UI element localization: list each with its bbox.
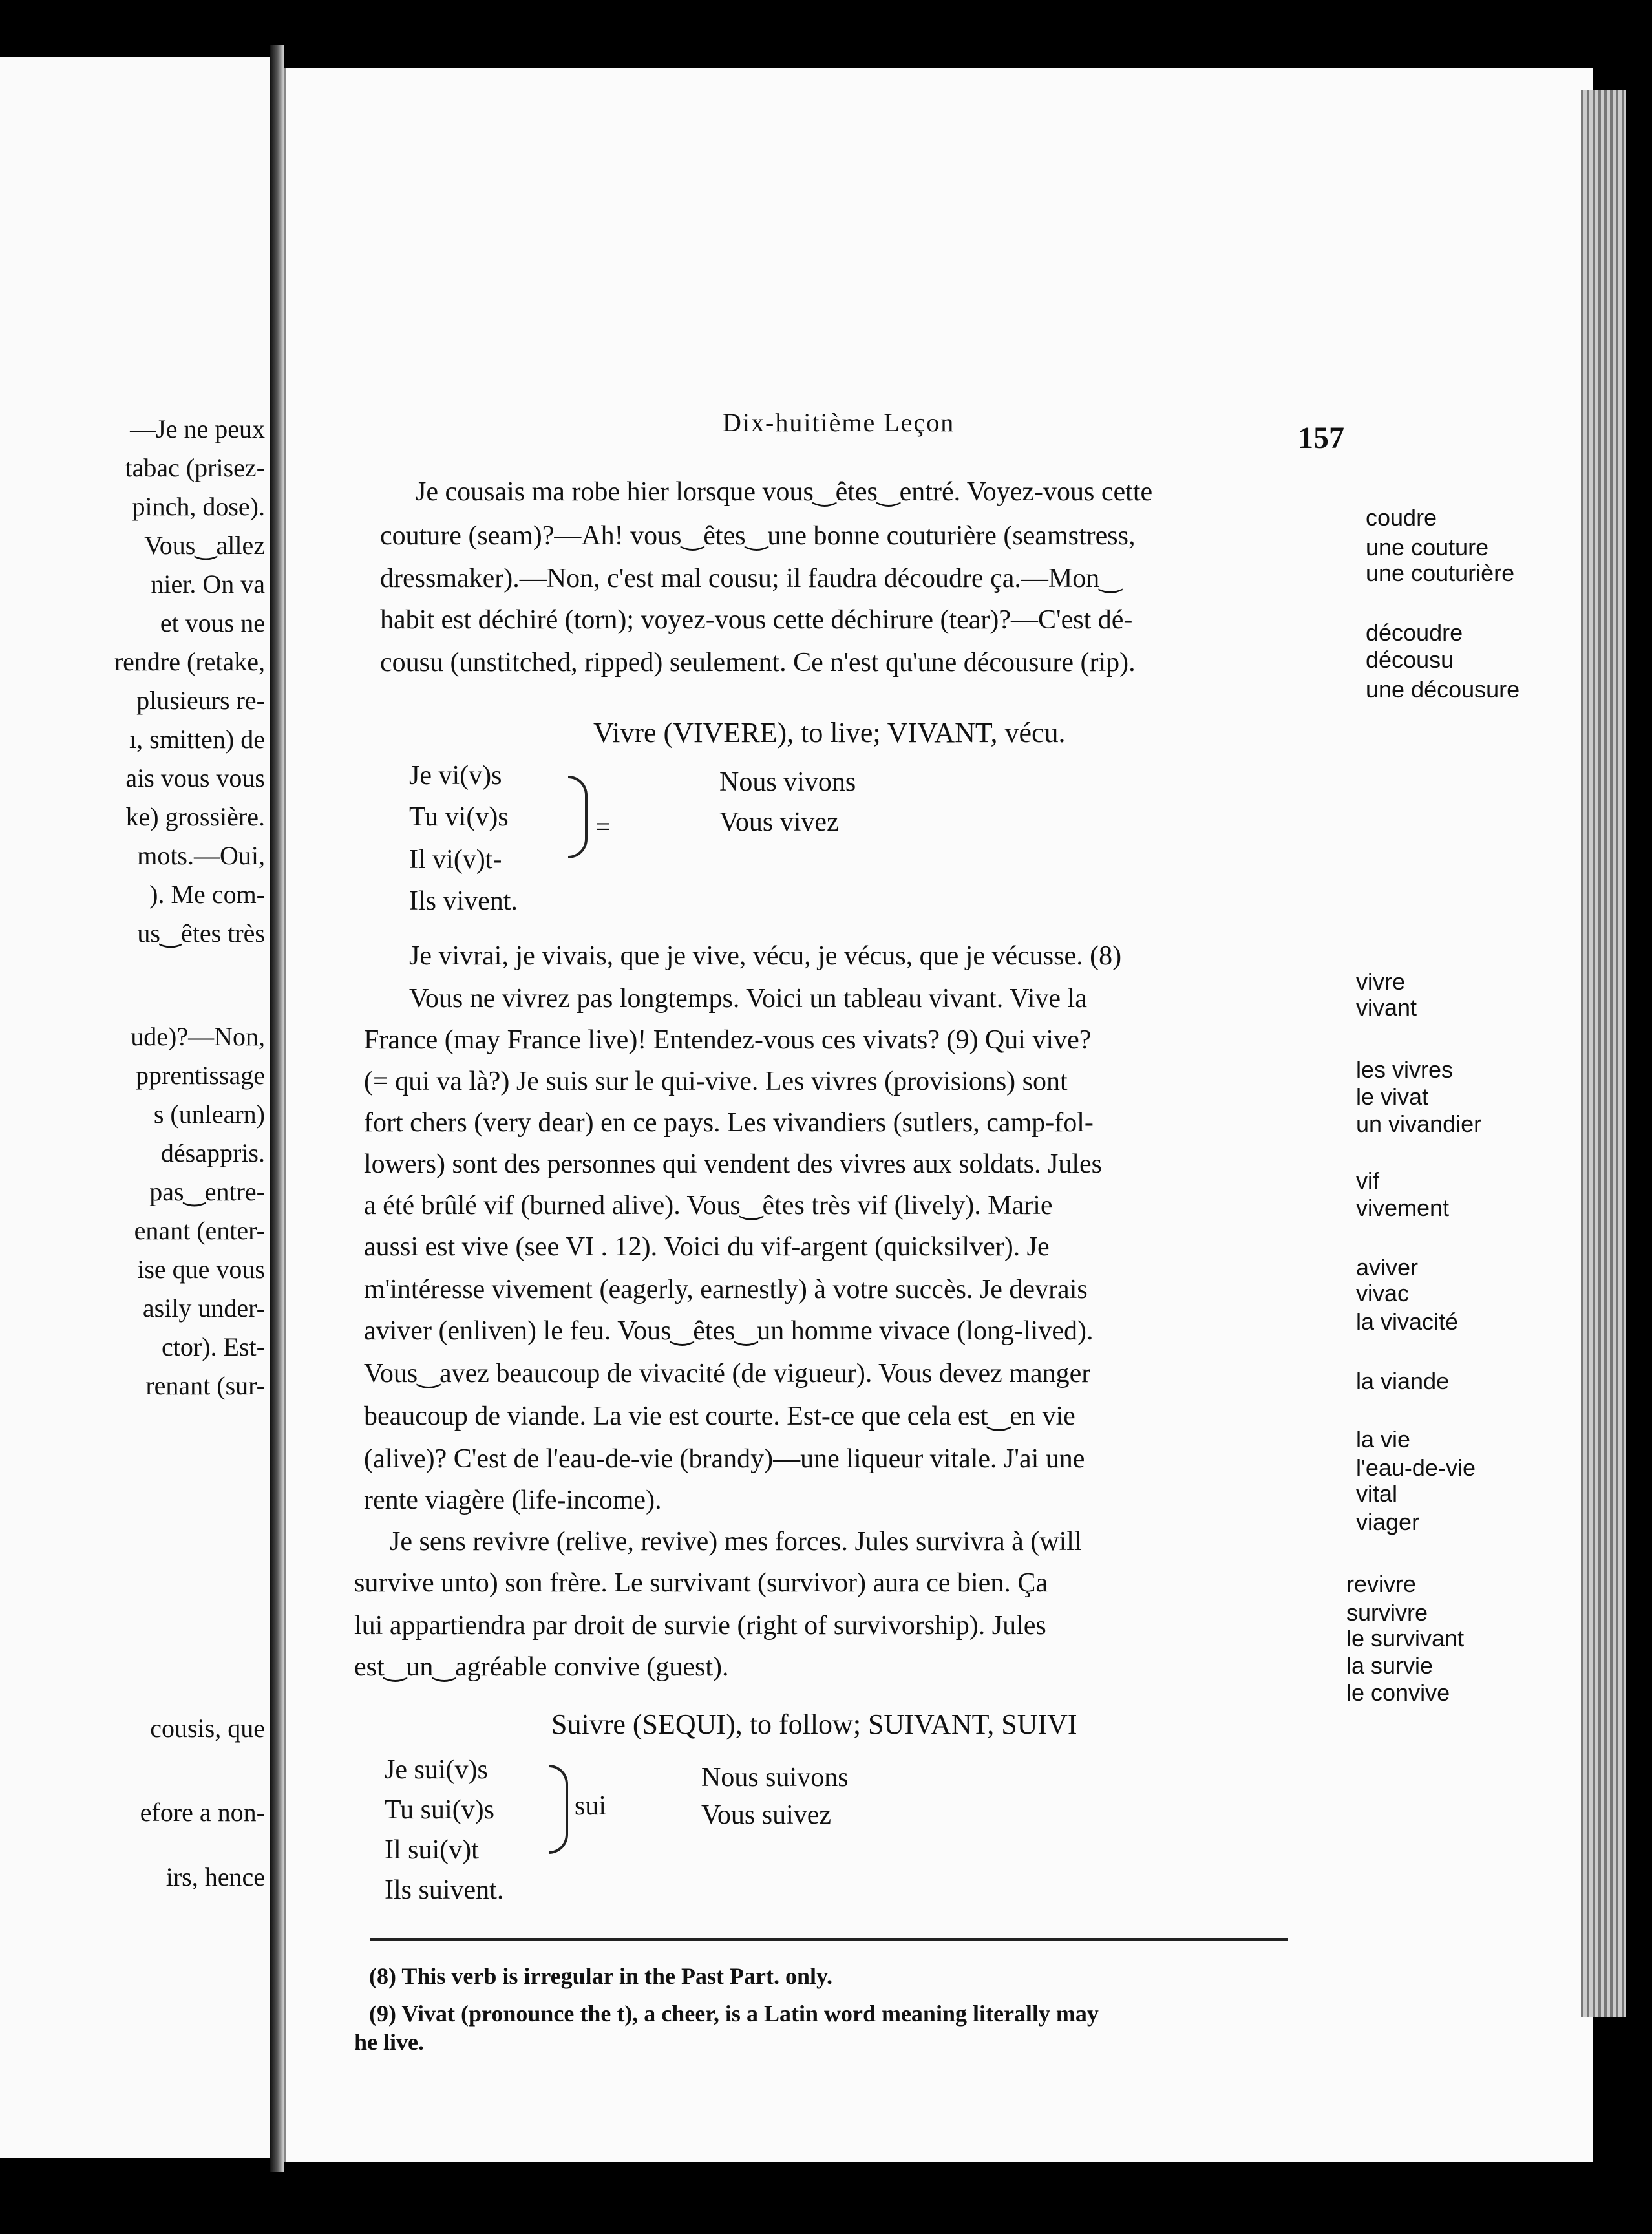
- margin-note: la vivacité: [1356, 1308, 1459, 1335]
- conjugation-singular: Je vi(v)s: [409, 761, 502, 791]
- paragraph-line: Je vivrai, je vivais, que je vive, vécu, je vécus, que je vécusse. (8): [409, 941, 1122, 971]
- paragraph-line: habit est déchiré (torn); voyez-vous cette déchirure (tear)?—C'est dé-: [380, 605, 1133, 635]
- margin-note: une couturière: [1366, 560, 1515, 586]
- margin-note: vivant: [1356, 994, 1417, 1021]
- paragraph-line: est‿un‿agréable convive (guest).: [354, 1652, 729, 1682]
- paragraph-line: aussi est vive (see VI . 12). Voici du vif-argent (quicksilver). Je: [364, 1232, 1050, 1262]
- conjugation-singular: Je sui(v)s: [385, 1755, 488, 1785]
- left-page-line: ke) grossière.: [125, 802, 265, 831]
- left-page-line: ais vous vous: [125, 763, 265, 793]
- conjugation-plural: Vous suivez: [701, 1800, 832, 1830]
- paragraph-line: survive unto) son frère. Le survivant (survivor) aura ce bien. Ça: [354, 1568, 1048, 1598]
- margin-note: la viande: [1356, 1368, 1450, 1394]
- left-page-line: enant (enter-: [134, 1216, 265, 1245]
- left-page-line: pas‿entre-: [149, 1177, 265, 1206]
- left-page-line: —Je ne peux: [130, 414, 265, 443]
- margin-note: la survie: [1346, 1652, 1434, 1679]
- running-header: Dix-huitième Leçon: [723, 408, 955, 437]
- paragraph-line: Je cousais ma robe hier lorsque vous‿êtes‿entré. Voyez-vous cette: [416, 477, 1153, 507]
- footnote-line: (8) This verb is irregular in the Past Part. only.: [369, 1963, 832, 1989]
- left-page-line: ). Me com-: [149, 880, 265, 909]
- margin-note: aviver: [1356, 1254, 1419, 1281]
- left-page-line: désappris.: [160, 1138, 265, 1167]
- page-edges: [1581, 90, 1626, 2017]
- margin-note: un vivandier: [1356, 1111, 1482, 1137]
- paragraph-line: beaucoup de viande. La vie est courte. Est-ce que cela est‿en vie: [364, 1401, 1075, 1431]
- margin-note: le vivat: [1356, 1083, 1429, 1110]
- paragraph-line: dressmaker).—Non, c'est mal cousu; il faudra découdre ça.—Mon‿: [380, 564, 1121, 593]
- left-page-line: s (unlearn): [153, 1100, 265, 1129]
- footnote-divider: [370, 1938, 1288, 1941]
- left-page-line: ı, smitten) de: [129, 725, 265, 754]
- left-page-line: cousis, que: [150, 1714, 265, 1743]
- margin-note: découdre: [1366, 619, 1463, 646]
- paragraph-line: lui appartiendra par droit de survie (right of survivorship). Jules: [354, 1611, 1046, 1641]
- margin-note: une couture: [1366, 534, 1489, 560]
- margin-note: décousu: [1366, 646, 1454, 673]
- margin-note: coudre: [1366, 504, 1437, 531]
- main-page: [284, 68, 1593, 2162]
- paragraph-line: fort chers (very dear) en ce pays. Les vivandiers (sutlers, camp-fol-: [364, 1108, 1094, 1138]
- margin-note: la vie: [1356, 1426, 1411, 1452]
- paragraph-line: rente viagère (life-income).: [364, 1485, 662, 1515]
- left-page-line: renant (sur-: [145, 1371, 265, 1400]
- footnote-line: he live.: [354, 2029, 424, 2055]
- paragraph-line: aviver (enliven) le feu. Vous‿êtes‿un homme vivace (long-lived).: [364, 1316, 1094, 1346]
- margin-note: les vivres: [1356, 1056, 1454, 1083]
- paragraph-line: France (may France live)! Entendez-vous ces vivats? (9) Qui vive?: [364, 1025, 1092, 1055]
- margin-note: le convive: [1346, 1679, 1450, 1706]
- conjugation-singular: Tu sui(v)s: [385, 1795, 495, 1825]
- margin-note: vivement: [1356, 1195, 1450, 1221]
- margin-note: une décousure: [1366, 676, 1520, 703]
- left-page: [0, 57, 272, 2158]
- page-number: 157: [1298, 421, 1344, 455]
- paragraph-line: Vous ne vivrez pas longtemps. Voici un tableau vivant. Vive la: [409, 984, 1087, 1014]
- left-page-line: ude)?—Non,: [131, 1022, 265, 1051]
- left-page-line: ctor). Est-: [162, 1332, 265, 1361]
- book-gutter: [270, 45, 284, 2172]
- left-page-line: tabac (prisez-: [125, 453, 265, 482]
- conjugation-brace: [568, 776, 588, 858]
- conjugation-singular: Il sui(v)t: [385, 1835, 479, 1865]
- paragraph-line: (alive)? C'est de l'eau-de-vie (brandy)—une liqueur vitale. J'ai une: [364, 1444, 1085, 1474]
- conjugation-singular: Ils vivent.: [409, 886, 518, 916]
- section-heading-vivre: Vivre (VIVERE), to live; VIVANT, vécu.: [593, 717, 1066, 749]
- left-page-line: us‿êtes très: [137, 919, 265, 948]
- left-page-line: et vous ne: [160, 608, 265, 637]
- left-page-line: asily under-: [142, 1293, 265, 1323]
- margin-note: vivac: [1356, 1280, 1410, 1306]
- paragraph-line: a été brûlé vif (burned alive). Vous‿êtes très vif (lively). Marie: [364, 1191, 1053, 1220]
- paragraph-line: couture (seam)?—Ah! vous‿êtes‿une bonne couturière (seamstress,: [380, 521, 1136, 551]
- left-page-line: nier. On va: [151, 569, 265, 599]
- paragraph-line: (= qui va là?) Je suis sur le qui-vive. Les vivres (provisions) sont: [364, 1067, 1068, 1096]
- paragraph-line: m'intéresse vivement (eagerly, earnestly) à votre succès. Je devrais: [364, 1275, 1088, 1304]
- left-page-line: rendre (retake,: [114, 647, 265, 676]
- brace-label: =: [595, 813, 611, 842]
- margin-note: survivre: [1346, 1599, 1428, 1626]
- paragraph-line: lowers) sont des personnes qui vendent des vivres aux soldats. Jules: [364, 1149, 1102, 1179]
- left-page-line: pprentissage: [136, 1061, 265, 1090]
- margin-note: vivre: [1356, 968, 1406, 995]
- left-page-line: irs, hence: [165, 1862, 265, 1891]
- margin-note: vital: [1356, 1480, 1398, 1507]
- margin-note: vif: [1356, 1167, 1379, 1194]
- margin-note: viager: [1356, 1509, 1420, 1535]
- left-page-line: efore a non-: [140, 1798, 265, 1827]
- left-page-line: pinch, dose).: [132, 492, 265, 521]
- conjugation-singular: Ils suivent.: [385, 1875, 504, 1905]
- margin-note: l'eau-de-vie: [1356, 1454, 1476, 1481]
- paragraph-line: cousu (unstitched, ripped) seulement. Ce n'est qu'une décousure (rip).: [380, 648, 1136, 677]
- left-page-line: mots.—Oui,: [137, 841, 265, 870]
- conjugation-singular: Il vi(v)t-: [409, 845, 502, 875]
- left-page-line: plusieurs re-: [136, 686, 265, 715]
- paragraph-line: Je sens revivre (relive, revive) mes forces. Jules survivra à (will: [390, 1527, 1082, 1557]
- section-heading-suivre: Suivre (SEQUI), to follow; SUIVANT, SUIVI: [551, 1708, 1077, 1740]
- conjugation-plural: Nous suivons: [701, 1763, 849, 1793]
- left-page-line: ise que vous: [137, 1255, 265, 1284]
- footnote-line: (9) Vivat (pronounce the t), a cheer, is a Latin word meaning literally may: [369, 2001, 1099, 2027]
- margin-note: le survivant: [1346, 1625, 1465, 1652]
- left-page-line: Vous‿allez: [144, 531, 265, 560]
- margin-note: revivre: [1346, 1571, 1417, 1597]
- paragraph-line: Vous‿avez beaucoup de vivacité (de vigueur). Vous devez manger: [364, 1359, 1091, 1388]
- conjugation-plural: Nous vivons: [719, 767, 856, 797]
- conjugation-singular: Tu vi(v)s: [409, 802, 509, 832]
- conjugation-brace: [549, 1765, 568, 1854]
- conjugation-plural: Vous vivez: [719, 807, 839, 837]
- brace-label: sui: [575, 1791, 607, 1821]
